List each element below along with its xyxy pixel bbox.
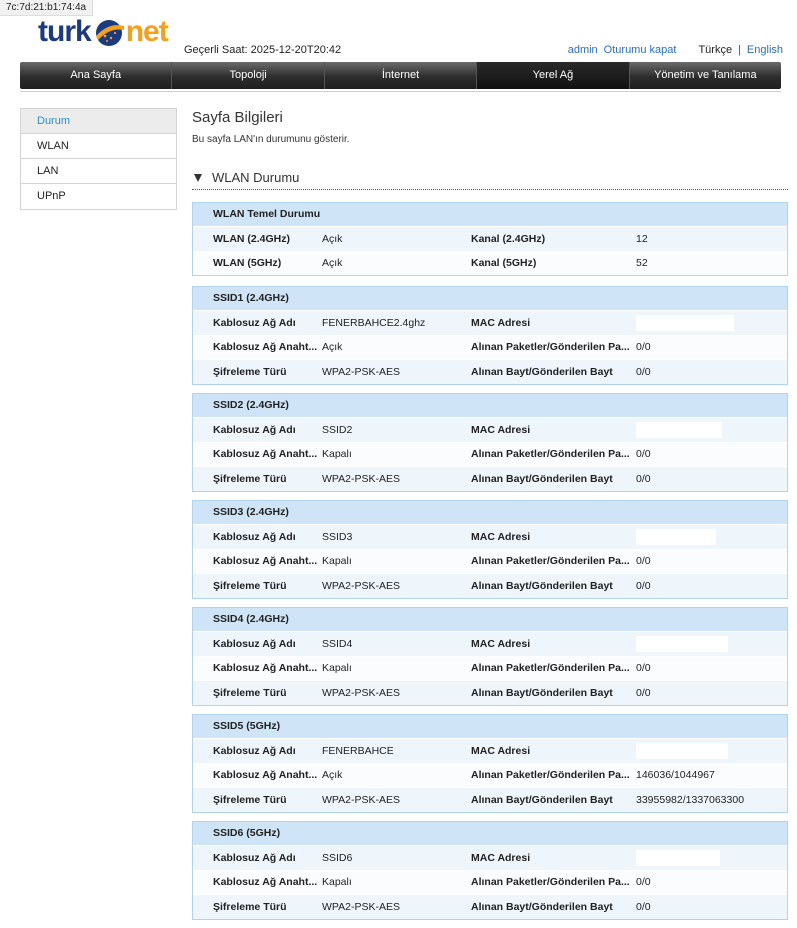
redacted-mask	[636, 743, 728, 759]
main-nav	[20, 62, 781, 89]
table-row	[193, 680, 787, 705]
table-row	[193, 845, 787, 870]
ssid-name-value: SSID6	[322, 851, 353, 864]
packets-value: 0/0	[636, 876, 651, 889]
row-label: Şifreleme Türü	[213, 793, 287, 806]
packets-value: 0/0	[636, 448, 651, 461]
language-turkish[interactable]: Türkçe	[698, 44, 733, 56]
row-label: Alınan Bayt/Gönderilen Bayt	[471, 686, 613, 699]
row-label: MAC Adresi	[471, 851, 531, 864]
row-label: Kanal (2.4GHz)	[471, 232, 546, 245]
ssid-key-value: Açık	[322, 769, 343, 782]
row-label: Kablosuz Ağ Anaht...	[213, 555, 318, 568]
row-label: MAC Adresi	[471, 744, 531, 757]
user-link[interactable]: admin	[567, 44, 598, 56]
ssid-status-box	[192, 607, 788, 706]
packets-value: 0/0	[636, 555, 651, 568]
box-title: SSID4 (2.4GHz)	[193, 608, 787, 631]
ssid-key-value: Açık	[322, 341, 343, 354]
table-row	[193, 359, 787, 384]
row-label: Alınan Paketler/Gönderilen Pa...	[471, 341, 630, 354]
bytes-value: 0/0	[636, 579, 651, 592]
row-value: Açık	[322, 232, 343, 245]
page-description: Bu sayfa LAN'ın durumunu gösterir.	[192, 134, 350, 145]
row-label: WLAN (5GHz)	[213, 257, 282, 270]
row-label: Alınan Bayt/Gönderilen Bayt	[471, 472, 613, 485]
encryption-value: WPA2-PSK-AES	[322, 686, 400, 699]
language-separator: |	[738, 44, 741, 56]
sidebar-item-upnp[interactable]: UPnP	[37, 190, 66, 202]
row-label: Kablosuz Ağ Anaht...	[213, 769, 318, 782]
table-row	[193, 787, 787, 812]
row-label: Alınan Paketler/Gönderilen Pa...	[471, 662, 630, 675]
redacted-mask	[636, 529, 716, 545]
row-label: Kablosuz Ağ Adı	[213, 637, 296, 650]
mac-address-value	[636, 850, 786, 866]
table-row	[193, 738, 787, 763]
logout-link[interactable]: Oturumu kapat	[603, 44, 677, 56]
bytes-value: 0/0	[636, 900, 651, 913]
collapse-triangle-icon[interactable]	[194, 174, 202, 182]
row-label: Alınan Paketler/Gönderilen Pa...	[471, 876, 630, 889]
row-label: Alınan Bayt/Gönderilen Bayt	[471, 793, 613, 806]
ssid-name-value: SSID2	[322, 423, 353, 436]
packets-value: 146036/1044967	[636, 769, 715, 782]
mac-address-value	[636, 315, 786, 331]
table-row	[193, 335, 787, 360]
logo-turk-text: turk	[38, 15, 91, 48]
row-label: MAC Adresi	[471, 637, 531, 650]
sidebar-item-wlan[interactable]: WLAN	[21, 134, 176, 159]
nav-divider	[20, 91, 781, 92]
bytes-value: 33955982/1337063300	[636, 793, 745, 806]
row-label: MAC Adresi	[471, 530, 531, 543]
redacted-mask	[636, 850, 720, 866]
box-title: SSID6 (5GHz)	[193, 822, 787, 845]
top-links	[568, 44, 783, 56]
encryption-value: WPA2-PSK-AES	[322, 900, 400, 913]
row-label: Kablosuz Ağ Anaht...	[213, 448, 318, 461]
row-label: Kanal (5GHz)	[471, 257, 537, 270]
row-label: Alınan Bayt/Gönderilen Bayt	[471, 579, 613, 592]
mac-address-value	[636, 743, 786, 759]
table-row	[193, 573, 787, 598]
table-row	[193, 466, 787, 491]
mac-address-value	[636, 636, 786, 652]
row-label: Kablosuz Ağ Adı	[213, 530, 296, 543]
row-label: Alınan Paketler/Gönderilen Pa...	[471, 555, 630, 568]
section-title: WLAN Durumu	[212, 170, 300, 185]
row-value: 52	[636, 257, 648, 270]
current-time: Geçerli Saat: 2025-12-20T20:42	[184, 44, 342, 56]
table-row	[193, 251, 787, 276]
row-label: Şifreleme Türü	[213, 365, 287, 378]
table-row	[193, 894, 787, 919]
bytes-value: 0/0	[636, 365, 651, 378]
ssid-key-value: Kapalı	[322, 876, 352, 889]
table-row	[193, 226, 787, 251]
ssid-status-box	[192, 286, 788, 385]
sidebar-item-lan[interactable]: LAN	[21, 159, 176, 184]
redacted-mask	[636, 422, 722, 438]
row-label: Alınan Paketler/Gönderilen Pa...	[471, 448, 630, 461]
mac-address-tag: 7c:7d:21:b1:74:4a	[0, 0, 93, 16]
logo-net-text: net	[125, 15, 168, 48]
table-row	[193, 763, 787, 788]
table-row	[193, 549, 787, 574]
bytes-value: 0/0	[636, 472, 651, 485]
table-row	[193, 310, 787, 335]
section-header-wlan-status[interactable]	[192, 166, 788, 190]
sidebar	[20, 108, 177, 210]
table-row	[193, 870, 787, 895]
row-label: Alınan Bayt/Gönderilen Bayt	[471, 900, 613, 913]
row-label: Kablosuz Ağ Anaht...	[213, 662, 318, 675]
bytes-value: 0/0	[636, 686, 651, 699]
ssid-status-box	[192, 714, 788, 813]
box-title: SSID5 (5GHz)	[193, 715, 787, 738]
main-content	[192, 108, 788, 913]
nav-management[interactable]: Yönetim ve Tanılama	[654, 69, 757, 81]
table-row	[193, 631, 787, 656]
table-row	[193, 656, 787, 681]
header	[0, 0, 797, 62]
row-label: Şifreleme Türü	[213, 472, 287, 485]
turknet-logo	[38, 14, 168, 50]
row-label: Kablosuz Ağ Adı	[213, 744, 296, 757]
row-label: Şifreleme Türü	[213, 686, 287, 699]
row-label: Kablosuz Ağ Adı	[213, 316, 296, 329]
sidebar-item-status[interactable]: Durum	[21, 109, 176, 134]
table-row	[193, 442, 787, 467]
ssid-status-box	[192, 821, 788, 920]
row-label: Şifreleme Türü	[213, 900, 287, 913]
box-title: WLAN Temel Durumu	[193, 203, 787, 226]
row-label: MAC Adresi	[471, 423, 531, 436]
redacted-mask	[636, 636, 728, 652]
ssid-name-value: FENERBAHCE	[322, 744, 394, 757]
ssid-name-value: SSID3	[322, 530, 353, 543]
mac-address-value	[636, 529, 786, 545]
row-value: Açık	[322, 257, 343, 270]
ssid-status-box	[192, 393, 788, 492]
ssid-status-box	[192, 500, 788, 599]
page-title: Sayfa Bilgileri	[192, 109, 283, 126]
table-row	[193, 417, 787, 442]
wlan-basic-status-box	[192, 202, 788, 276]
encryption-value: WPA2-PSK-AES	[322, 793, 400, 806]
mac-address-value	[636, 422, 786, 438]
table-row	[193, 524, 787, 549]
encryption-value: WPA2-PSK-AES	[322, 365, 400, 378]
ssid-key-value: Kapalı	[322, 448, 352, 461]
packets-value: 0/0	[636, 341, 651, 354]
ssid-key-value: Kapalı	[322, 555, 352, 568]
encryption-value: WPA2-PSK-AES	[322, 579, 400, 592]
ssid-name-value: SSID4	[322, 637, 353, 650]
nav-internet[interactable]: İnternet	[325, 62, 477, 89]
box-title: SSID1 (2.4GHz)	[193, 287, 787, 310]
row-label: Kablosuz Ağ Anaht...	[213, 876, 318, 889]
row-value: 12	[636, 232, 648, 245]
encryption-value: WPA2-PSK-AES	[322, 472, 400, 485]
language-english[interactable]: English	[746, 44, 783, 56]
row-label: Alınan Bayt/Gönderilen Bayt	[471, 365, 613, 378]
nav-local-network[interactable]: Yerel Ağ	[477, 62, 629, 89]
row-label: WLAN (2.4GHz)	[213, 232, 290, 245]
row-label: Kablosuz Ağ Adı	[213, 851, 296, 864]
row-label: Alınan Paketler/Gönderilen Pa...	[471, 769, 630, 782]
row-label: Şifreleme Türü	[213, 579, 287, 592]
row-label: MAC Adresi	[471, 316, 531, 329]
box-title: SSID3 (2.4GHz)	[193, 501, 787, 524]
ssid-name-value: FENERBAHCE2.4ghz	[322, 316, 426, 329]
box-title: SSID2 (2.4GHz)	[193, 394, 787, 417]
nav-home[interactable]: Ana Sayfa	[20, 62, 172, 89]
nav-topology[interactable]: Topoloji	[172, 62, 324, 89]
ssid-key-value: Kapalı	[322, 662, 352, 675]
redacted-mask	[636, 315, 734, 331]
row-label: Kablosuz Ağ Anaht...	[213, 341, 318, 354]
globe-logo-icon	[93, 16, 125, 48]
packets-value: 0/0	[636, 662, 651, 675]
row-label: Kablosuz Ağ Adı	[213, 423, 296, 436]
